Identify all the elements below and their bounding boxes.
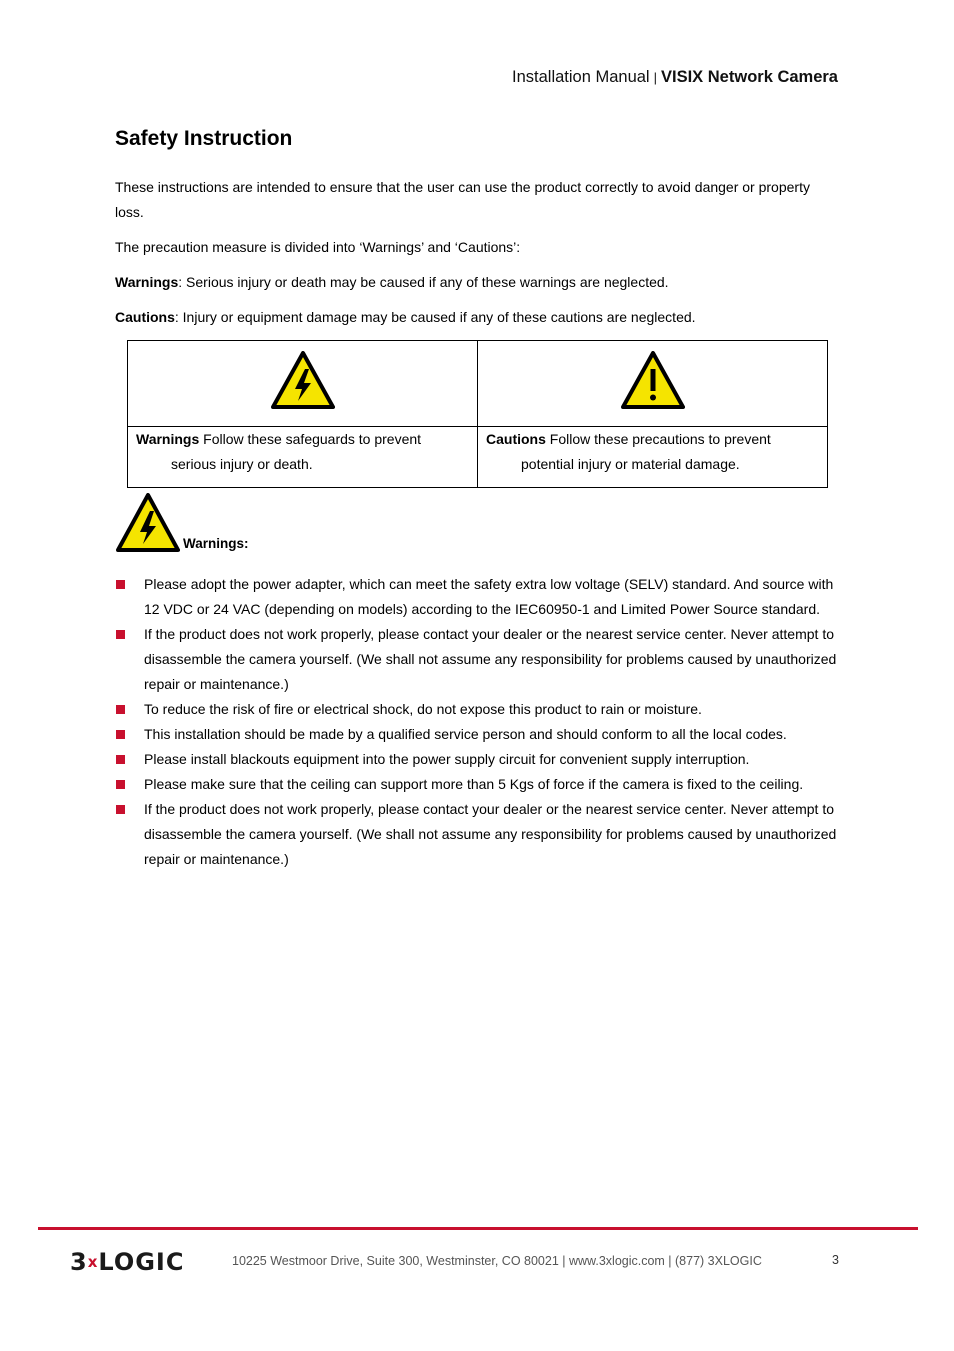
symbol-cell-warnings — [128, 341, 478, 427]
cautions-definition — [115, 305, 815, 330]
header-product: VISIX Network Camera — [661, 68, 838, 86]
list-item: Please make sure that the ceiling can support more than 5 Kgs of force if the camera is fixed to the ceiling. — [115, 772, 840, 797]
symbol-table — [127, 340, 828, 488]
warnings-definition-label: Warnings — [115, 274, 179, 290]
company-logo: 3xLOGIC — [70, 1248, 185, 1276]
page-header — [512, 68, 838, 87]
bullet-square-icon — [116, 805, 125, 814]
cautions-description-line1: Follow these precautions to prevent — [545, 431, 771, 447]
header-separator: | — [653, 70, 657, 85]
warnings-description-line1: Follow these safeguards to prevent — [199, 431, 422, 447]
list-item: This installation should be made by a qualified service person and should conform to all the local codes. — [115, 722, 840, 747]
list-item: Please adopt the power adapter, which can meet the safety extra low voltage (SELV) standard. And source with 12 VDC or 24 VAC (depending on models) according to the IEC60950-1 and Limited Power Source standard. — [115, 572, 840, 622]
footer-address: 10225 Westmoor Drive, Suite 300, Westminster, CO 80021 | www.3xlogic.com | (877) 3XLOGIC — [232, 1254, 762, 1268]
bullet-square-icon — [116, 580, 125, 589]
precaution-paragraph: The precaution measure is divided into ‘Warnings’ and ‘Cautions’: — [115, 239, 521, 255]
list-item: Please install blackouts equipment into the power supply circuit for convenient supply interruption. — [115, 747, 840, 772]
caution-exclamation-icon — [621, 351, 685, 409]
electric-shock-warning-icon — [116, 493, 180, 553]
electric-shock-warning-icon — [271, 351, 335, 409]
symbol-cell-cautions — [478, 341, 828, 427]
list-item: If the product does not work properly, please contact your dealer or the nearest service center. Never attempt to disassemble the camera yourself. (We shall not assume any responsibility for problems caused by unauthorized repair or maintenance.) — [115, 622, 840, 697]
warnings-definition-text: : Serious injury or death may be caused if any of these warnings are neglected. — [178, 274, 669, 290]
cautions-description-label: Cautions — [486, 431, 546, 447]
cautions-description-line2: potential injury or material damage. — [521, 456, 740, 472]
footer-divider — [38, 1227, 918, 1230]
bullet-square-icon — [116, 730, 125, 739]
cautions-definition-text: : Injury or equipment damage may be caused if any of these cautions are neglected. — [174, 309, 696, 325]
warnings-section-label: Warnings: — [183, 536, 249, 551]
warnings-description-line2: serious injury or death. — [171, 456, 313, 472]
warnings-description-cell — [128, 427, 478, 488]
warnings-definition — [115, 270, 815, 295]
warnings-list — [115, 572, 840, 872]
bullet-square-icon — [116, 755, 125, 764]
bullet-square-icon — [116, 630, 125, 639]
bullet-square-icon — [116, 780, 125, 789]
header-doc-type: Installation Manual — [512, 68, 650, 86]
page-title: Safety Instruction — [115, 127, 293, 150]
warnings-description-label: Warnings — [136, 431, 200, 447]
intro-paragraph: These instructions are intended to ensure that the user can use the product correctly to avoid danger or property loss. — [115, 179, 810, 220]
cautions-definition-label: Cautions — [115, 309, 175, 325]
list-item: If the product does not work properly, please contact your dealer or the nearest service center. Never attempt to disassemble the camera yourself. (We shall not assume any responsibility for problems caused by unauthorized repair or maintenance.) — [115, 797, 840, 872]
page-number: 3 — [832, 1253, 839, 1267]
list-item: To reduce the risk of fire or electrical shock, do not expose this product to rain or moisture. — [115, 697, 840, 722]
cautions-description-cell — [478, 427, 828, 488]
warnings-section-icon-wrap — [116, 493, 180, 558]
bullet-square-icon — [116, 705, 125, 714]
